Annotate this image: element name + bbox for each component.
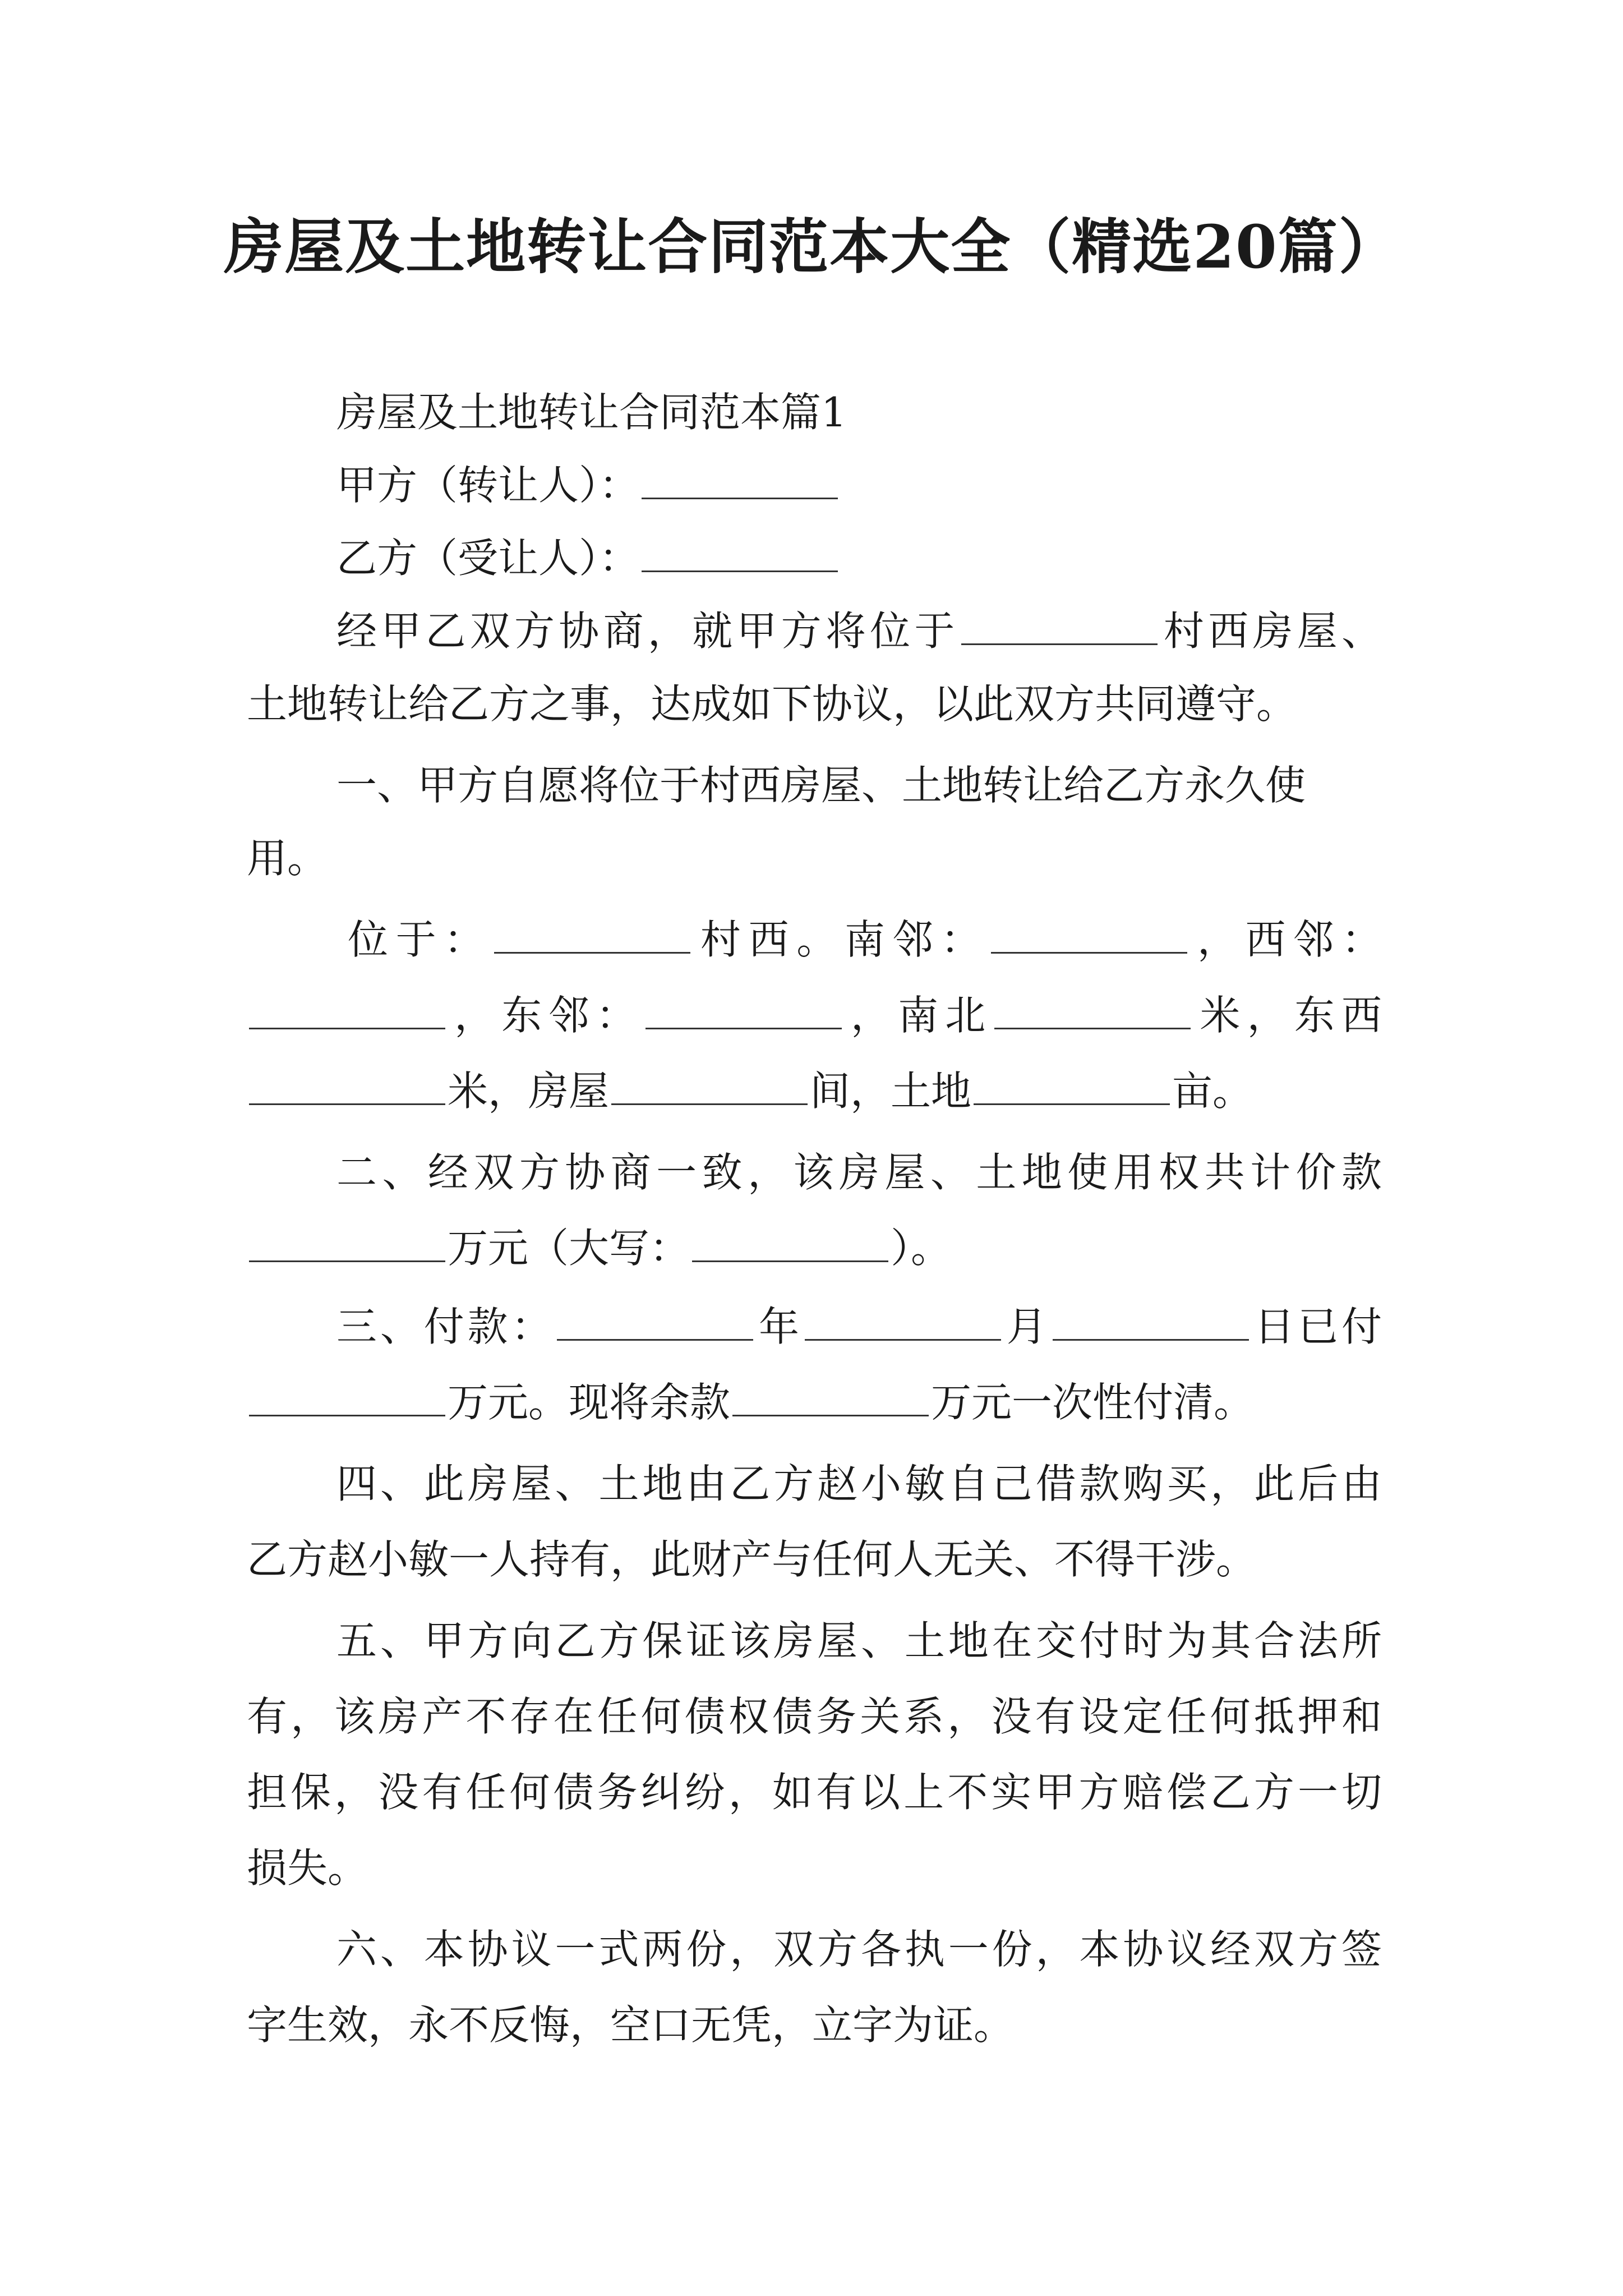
intro-text-2: 土地转让给乙方之事，达成如下协议，以此双方共同遵守。	[247, 680, 1297, 728]
payment-year-blank[interactable]	[557, 1305, 753, 1341]
north-south-length-blank[interactable]	[994, 994, 1191, 1029]
clause-6-text-2: 字生效，永不反悔，空口无凭，立字为证。	[247, 2001, 1015, 2049]
party-b-blank[interactable]	[642, 537, 838, 572]
location-text-3a: 米，房屋	[448, 1068, 610, 1115]
location-text-1a: 位于：	[348, 916, 492, 963]
clause-1-line-2	[247, 827, 1382, 889]
balance-amount-blank[interactable]	[732, 1381, 929, 1416]
clause-5-text-4: 损失。	[247, 1844, 368, 1892]
clause-2-line-1	[336, 1142, 1382, 1203]
clause-5-text-2: 有，该房产不存在任何债权债务关系，没有设定任何抵押和	[247, 1693, 1382, 1740]
location-text-1c: ，西邻：	[1189, 916, 1382, 963]
east-west-length-blank[interactable]	[249, 1070, 445, 1105]
south-neighbor-blank[interactable]	[991, 918, 1187, 954]
location-village-blank[interactable]	[494, 918, 690, 954]
clause-1-line-1	[336, 754, 1382, 816]
clause-6-text-1: 六、本协议一式两份，双方各执一份，本协议经双方签	[336, 1926, 1382, 1973]
clause-2-text-2a: 万元（大写：	[448, 1225, 690, 1272]
room-count-blank[interactable]	[611, 1070, 808, 1105]
clause-4-text-2: 乙方赵小敏一人持有，此财产与任何人无关、不得干涉。	[247, 1536, 1257, 1583]
village-blank[interactable]	[961, 610, 1158, 645]
clause-2-text-2b: ）。	[891, 1225, 952, 1272]
clause-2-text-1: 二、经双方协商一致，该房屋、土地使用权共计价款	[336, 1149, 1382, 1196]
west-neighbor-blank[interactable]	[249, 994, 445, 1029]
clause-5-text-3: 担保，没有任何债务纠纷，如有以上不实甲方赔偿乙方一切	[247, 1769, 1382, 1816]
paid-amount-blank[interactable]	[249, 1381, 445, 1416]
location-text-2b: ，南北	[843, 992, 993, 1039]
intro-text-1a: 经甲乙双方协商，就甲方将位于	[336, 608, 959, 655]
clause-5-line-2	[247, 1686, 1382, 1747]
clause-6-line-1	[336, 1918, 1382, 1980]
clause-5-text-1: 五、甲方向乙方保证该房屋、土地在交付时为其合法所	[336, 1617, 1382, 1664]
clause-3-text-1c: 月	[1003, 1303, 1050, 1350]
clause-3-text-2a: 万元。现将余款	[448, 1379, 731, 1426]
clause-1-text-1: 一、甲方自愿将位于村西房屋、土地转让给乙方永久使	[336, 762, 1306, 809]
clause-3-text-2b: 万元一次性付清。	[931, 1379, 1255, 1426]
clause-4-line-2	[247, 1529, 1382, 1590]
land-area-blank[interactable]	[974, 1070, 1170, 1105]
price-blank[interactable]	[249, 1227, 445, 1262]
clause-5-line-4	[247, 1837, 1382, 1899]
party-a-blank[interactable]	[642, 464, 838, 499]
location-text-2c: 米，东西	[1193, 992, 1382, 1039]
location-line-2	[247, 984, 1382, 1046]
clause-2-line-2	[247, 1217, 1382, 1279]
clause-4-line-1	[336, 1453, 1382, 1515]
document-title: 房屋及土地转让合同范本大全（精选20篇）	[224, 211, 1399, 282]
clause-3-line-2	[247, 1372, 1382, 1433]
price-in-words-blank[interactable]	[692, 1227, 888, 1262]
payment-day-blank[interactable]	[1053, 1305, 1249, 1341]
party-b-label: 乙方（受让人）：	[336, 535, 640, 582]
clause-5-line-3	[247, 1761, 1382, 1823]
clause-3-line-1	[336, 1296, 1382, 1358]
intro-line-1	[336, 600, 1382, 662]
intro-line-2	[247, 673, 1382, 735]
clause-6-line-2	[247, 1994, 1382, 2056]
party-b-line	[336, 527, 1382, 589]
location-text-2a: ，东邻：	[448, 992, 643, 1039]
location-text-3c: 亩。	[1172, 1068, 1253, 1115]
location-text-1b: 村西。南邻：	[693, 916, 989, 963]
clause-4-text-1: 四、此房屋、土地由乙方赵小敏自己借款购买，此后由	[336, 1460, 1382, 1507]
east-neighbor-blank[interactable]	[645, 994, 842, 1029]
section-heading	[336, 381, 1382, 443]
party-a-label: 甲方（转让人）：	[336, 462, 640, 509]
payment-month-blank[interactable]	[805, 1305, 1001, 1341]
clause-5-line-1	[336, 1610, 1382, 1672]
intro-text-1b: 村西房屋、	[1159, 608, 1382, 655]
location-line-1	[348, 909, 1382, 970]
location-text-3b: 间，土地	[810, 1068, 972, 1115]
clause-3-text-1a: 三、付款：	[336, 1303, 555, 1350]
clause-1-text-2: 用。	[247, 835, 328, 882]
clause-3-text-1b: 年	[755, 1303, 803, 1350]
section-heading-text: 房屋及土地转让合同范本篇1	[336, 389, 847, 436]
party-a-line	[336, 454, 1382, 516]
location-line-3	[247, 1060, 1382, 1122]
clause-3-text-1d: 日已付	[1251, 1303, 1382, 1350]
